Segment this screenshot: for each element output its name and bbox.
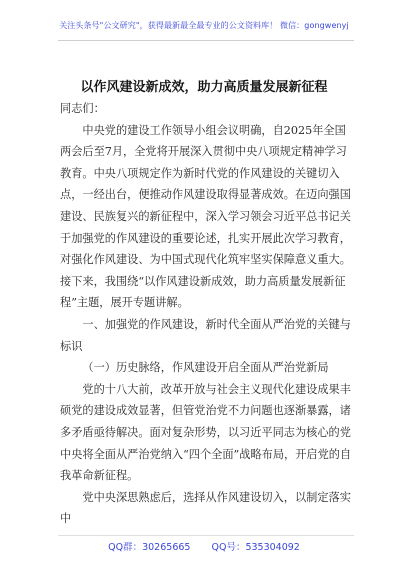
footer-divider [58,535,354,536]
subsection-heading-1-1: （一）历史脉络，作风建设开启全面从严治党新局 [82,361,329,375]
document-title: 以作风建设新成效，助力高质量发展新征程 [80,80,328,95]
header-divider [58,40,354,41]
footer-qq-number: QQ号：535304092 [211,542,300,553]
footer-qq-group: QQ群：30265665 [108,542,191,553]
salutation: 同志们： [60,102,105,115]
header-promo: 关注头条号"公文研究"，获得最新最全最专业的公文资料库！ 微信：gongwenyj [59,21,349,30]
section-heading-1: 一、加强党的作风建设，新时代全面从严治党的关键与标识 [60,317,351,353]
document-body [60,98,352,530]
paragraph-continuation: 党中央深思熟虑后，选择从作风建设切入，以制定落实中 [60,490,351,526]
paragraph-history: 党的十八大前，改革开放与社会主义现代化建设成果丰硕党的建设成效显著，但管党治党不力问题也逐渐暴露，诸多矛盾亟待解决。面对复杂形势，以习近平同志为核心的党中央将全面从严治党纳入“四个全面”战略布局，开启党的自我革命新征程。 [60,382,352,483]
footer-contact [0,539,408,553]
paragraph-intro: 中央党的建设工作领导小组会议明确，自2025年全国两会后至7月，全党将开展深入贯彻中央八项规定精神学习教育。中央八项规定作为新时代党的作风建设的关键切入点，一经出台，便推动作风建设取得显著成效。在迈向强国建设、民族复兴的新征程中，深入学习领会习近平总书记关于加强党的作风建设的重要论述，扎实开展此次学习教育，对强化作风建设、为中国式现代化筑牢坚实保障意义重大。接下来，我围绕“以作风建设新成效，助力高质量发展新征程”主题，展开专题讲解。 [60,123,351,310]
